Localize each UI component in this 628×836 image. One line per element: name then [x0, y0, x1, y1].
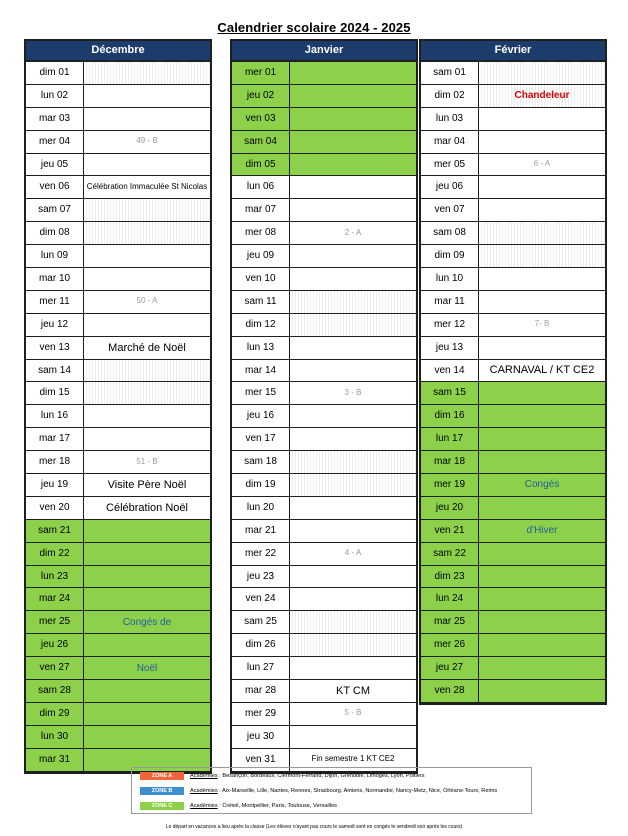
day-note — [290, 62, 416, 84]
day-note — [290, 268, 416, 290]
day-note — [479, 108, 605, 130]
day-row — [232, 382, 416, 405]
day-row — [232, 405, 416, 428]
day-row — [26, 291, 210, 314]
day-note: Célébration Immaculée St Nicolas — [86, 182, 208, 191]
day-note — [84, 703, 210, 725]
day-label: mer 05 — [421, 154, 479, 176]
day-note — [84, 520, 210, 542]
day-label: lun 09 — [26, 245, 84, 267]
day-label: dim 15 — [26, 382, 84, 404]
day-row — [26, 474, 210, 497]
day-row — [232, 680, 416, 703]
day-note — [290, 176, 416, 198]
day-note — [290, 611, 416, 633]
day-note — [290, 199, 416, 221]
day-list — [26, 62, 210, 772]
day-note: CARNAVAL / KT CE2 — [489, 364, 595, 377]
day-note: 6 - A — [533, 159, 551, 169]
day-row — [232, 726, 416, 749]
day-row — [26, 428, 210, 451]
day-label: ven 28 — [421, 680, 479, 702]
day-label: sam 18 — [232, 451, 290, 473]
day-row — [26, 566, 210, 589]
day-note — [479, 680, 605, 702]
day-label: lun 24 — [421, 588, 479, 610]
day-note — [479, 268, 605, 290]
day-label: mer 19 — [421, 474, 479, 496]
day-row — [232, 85, 416, 108]
day-note — [479, 428, 605, 450]
zone-b-badge: ZONE B — [140, 787, 184, 795]
day-row — [232, 199, 416, 222]
day-label: jeu 06 — [421, 176, 479, 198]
day-row — [26, 611, 210, 634]
day-note: 50 - A — [136, 296, 158, 306]
day-label: lun 10 — [421, 268, 479, 290]
day-row — [421, 657, 605, 680]
day-label: mer 22 — [232, 543, 290, 565]
day-note: Fin semestre 1 KT CE2 — [311, 754, 395, 764]
day-note — [290, 657, 416, 679]
day-row — [421, 451, 605, 474]
day-row — [232, 566, 416, 589]
day-label: dim 12 — [232, 314, 290, 336]
day-row — [232, 543, 416, 566]
day-label: sam 01 — [421, 62, 479, 84]
day-row — [26, 108, 210, 131]
day-label: ven 14 — [421, 360, 479, 382]
day-label: jeu 20 — [421, 497, 479, 519]
day-label: lun 16 — [26, 405, 84, 427]
day-label: sam 08 — [421, 222, 479, 244]
day-label: mar 24 — [26, 588, 84, 610]
day-row — [421, 588, 605, 611]
day-note — [84, 405, 210, 427]
day-row — [26, 497, 210, 520]
day-note — [84, 726, 210, 748]
day-row — [26, 588, 210, 611]
day-label: ven 06 — [26, 176, 84, 198]
day-row — [421, 360, 605, 383]
day-note — [290, 474, 416, 496]
day-label: dim 05 — [232, 154, 290, 176]
day-label: dim 19 — [232, 474, 290, 496]
day-note — [290, 154, 416, 176]
day-label: sam 25 — [232, 611, 290, 633]
day-note — [479, 657, 605, 679]
day-label: sam 22 — [421, 543, 479, 565]
day-note: 5 - B — [344, 708, 362, 718]
day-note — [290, 85, 416, 107]
day-row — [26, 85, 210, 108]
day-note — [84, 62, 210, 84]
day-label: sam 28 — [26, 680, 84, 702]
day-label: ven 10 — [232, 268, 290, 290]
day-note — [290, 726, 416, 748]
academies-label: Académies — [190, 788, 218, 794]
day-note — [84, 543, 210, 565]
day-row — [26, 703, 210, 726]
day-note — [84, 154, 210, 176]
day-note — [479, 176, 605, 198]
day-note — [479, 245, 605, 267]
day-label: ven 21 — [421, 520, 479, 542]
day-note — [290, 291, 416, 313]
day-label: jeu 05 — [26, 154, 84, 176]
day-note: 3 - B — [344, 388, 362, 398]
day-row — [232, 314, 416, 337]
day-label: dim 22 — [26, 543, 84, 565]
day-note — [84, 314, 210, 336]
day-label: dim 23 — [421, 566, 479, 588]
day-note — [479, 382, 605, 404]
day-label: mer 25 — [26, 611, 84, 633]
day-label: sam 04 — [232, 131, 290, 153]
month-column-january — [230, 39, 418, 774]
day-label: jeu 19 — [26, 474, 84, 496]
day-note: Noël — [84, 657, 210, 679]
day-label: ven 27 — [26, 657, 84, 679]
day-label: mar 28 — [232, 680, 290, 702]
day-note: Congés — [479, 474, 605, 496]
day-row — [232, 703, 416, 726]
day-label: lun 06 — [232, 176, 290, 198]
zone-legend — [131, 767, 532, 814]
month-column-december — [24, 39, 212, 774]
day-row — [232, 588, 416, 611]
day-note — [479, 634, 605, 656]
day-row — [421, 543, 605, 566]
day-note — [479, 337, 605, 359]
day-note — [479, 131, 605, 153]
day-note — [84, 360, 210, 382]
month-header: Décembre — [26, 41, 210, 62]
day-label: sam 21 — [26, 520, 84, 542]
day-row — [421, 314, 605, 337]
day-note — [84, 199, 210, 221]
zone-c-academies: : Créteil, Montpellier, Paris, Toulouse, Versailles — [217, 803, 337, 809]
day-label: lun 13 — [232, 337, 290, 359]
day-label: lun 17 — [421, 428, 479, 450]
day-label: jeu 12 — [26, 314, 84, 336]
day-row — [421, 680, 605, 703]
day-note — [479, 588, 605, 610]
day-note — [84, 634, 210, 656]
day-label: jeu 16 — [232, 405, 290, 427]
day-row — [26, 245, 210, 268]
legend-row-zone-c — [132, 799, 531, 813]
day-note — [290, 520, 416, 542]
day-label: mer 29 — [232, 703, 290, 725]
day-note — [479, 451, 605, 473]
day-row — [421, 245, 605, 268]
legend-row-zone-a — [132, 769, 531, 783]
page-title: Calendrier scolaire 2024 - 2025 — [217, 20, 411, 35]
day-label: dim 16 — [421, 405, 479, 427]
day-label: jeu 23 — [232, 566, 290, 588]
day-row — [421, 131, 605, 154]
day-row — [421, 199, 605, 222]
day-row — [26, 543, 210, 566]
day-note — [479, 497, 605, 519]
footer-note: Le départ en vacances a lieu après la classe (Les élèves n'ayant pas cours le samedi sont en congés le vendredi soir après les cours) — [165, 824, 463, 830]
day-row — [421, 176, 605, 199]
day-label: mer 11 — [26, 291, 84, 313]
day-note — [84, 245, 210, 267]
day-label: jeu 30 — [232, 726, 290, 748]
day-label: sam 07 — [26, 199, 84, 221]
day-note — [479, 611, 605, 633]
day-row — [421, 85, 605, 108]
day-row — [421, 566, 605, 589]
day-label: mer 18 — [26, 451, 84, 473]
day-note — [290, 337, 416, 359]
academies-label: Académies — [190, 773, 218, 779]
day-label: mar 18 — [421, 451, 479, 473]
day-label: mar 04 — [421, 131, 479, 153]
day-note: Chandeleur — [479, 85, 605, 107]
day-row — [421, 474, 605, 497]
day-label: dim 09 — [421, 245, 479, 267]
day-note — [290, 314, 416, 336]
day-note — [84, 85, 210, 107]
day-note — [84, 680, 210, 702]
day-row — [26, 520, 210, 543]
day-note — [479, 199, 605, 221]
day-row — [421, 337, 605, 360]
day-label: dim 26 — [232, 634, 290, 656]
day-label: lun 27 — [232, 657, 290, 679]
day-label: mer 15 — [232, 382, 290, 404]
day-note: Visite Père Noël — [107, 478, 187, 491]
day-note — [290, 245, 416, 267]
day-row — [421, 62, 605, 85]
day-row — [26, 268, 210, 291]
month-column-february — [419, 39, 607, 705]
day-label: lun 02 — [26, 85, 84, 107]
day-row — [26, 222, 210, 245]
day-row — [232, 657, 416, 680]
day-label: ven 03 — [232, 108, 290, 130]
day-label: mar 17 — [26, 428, 84, 450]
day-label: ven 20 — [26, 497, 84, 519]
day-row — [26, 62, 210, 85]
day-note: 2 - A — [344, 227, 362, 237]
day-label: mar 03 — [26, 108, 84, 130]
day-note — [290, 497, 416, 519]
day-note: 4 - A — [344, 548, 362, 558]
day-row — [232, 337, 416, 360]
day-row — [26, 634, 210, 657]
day-row — [232, 634, 416, 657]
day-row — [421, 222, 605, 245]
day-note: Célébration Noël — [106, 501, 188, 514]
day-row — [421, 634, 605, 657]
day-row — [421, 108, 605, 131]
day-label: sam 11 — [232, 291, 290, 313]
day-row — [26, 382, 210, 405]
day-label: mar 31 — [26, 749, 84, 771]
day-note: 49 - B — [136, 136, 158, 146]
legend-row-zone-b — [132, 784, 531, 798]
day-row — [421, 382, 605, 405]
day-label: sam 14 — [26, 360, 84, 382]
day-label: lun 23 — [26, 566, 84, 588]
zone-c-badge: ZONE C — [140, 802, 184, 810]
day-label: ven 31 — [232, 749, 290, 771]
day-label: mer 01 — [232, 62, 290, 84]
day-note — [479, 405, 605, 427]
day-note: d'Hiver — [479, 520, 605, 542]
day-label: mar 21 — [232, 520, 290, 542]
day-note — [84, 588, 210, 610]
day-row — [421, 291, 605, 314]
day-row — [232, 176, 416, 199]
day-label: jeu 02 — [232, 85, 290, 107]
day-note — [479, 543, 605, 565]
day-row — [26, 314, 210, 337]
day-row — [232, 497, 416, 520]
day-label: lun 03 — [421, 108, 479, 130]
day-row — [26, 360, 210, 383]
zone-b-academies: : Aix-Marseille, Lille, Nantes, Rennes, Strasbourg, Amiens, Normandie, Nancy-Metz, Nice, Orléans-Tours, Reims — [217, 788, 498, 794]
day-note — [84, 108, 210, 130]
day-list — [232, 62, 416, 772]
day-row — [26, 199, 210, 222]
day-row — [232, 154, 416, 177]
day-label: dim 29 — [26, 703, 84, 725]
day-label: mar 10 — [26, 268, 84, 290]
day-row — [232, 451, 416, 474]
day-row — [421, 428, 605, 451]
day-note — [290, 360, 416, 382]
day-row — [232, 520, 416, 543]
day-row — [421, 497, 605, 520]
day-row — [26, 726, 210, 749]
day-label: dim 01 — [26, 62, 84, 84]
day-row — [232, 131, 416, 154]
day-note: 51 - B — [136, 456, 158, 466]
day-label: lun 30 — [26, 726, 84, 748]
day-note — [290, 588, 416, 610]
day-row — [26, 131, 210, 154]
day-note — [290, 131, 416, 153]
day-label: sam 15 — [421, 382, 479, 404]
day-row — [232, 360, 416, 383]
day-row — [421, 405, 605, 428]
day-label: mar 11 — [421, 291, 479, 313]
day-note — [290, 451, 416, 473]
day-list — [421, 62, 605, 703]
day-note — [479, 291, 605, 313]
day-row — [232, 428, 416, 451]
day-row — [26, 176, 210, 199]
day-row — [26, 405, 210, 428]
day-row — [421, 611, 605, 634]
day-label: ven 07 — [421, 199, 479, 221]
day-note — [290, 108, 416, 130]
day-label: mer 12 — [421, 314, 479, 336]
day-row — [421, 268, 605, 291]
day-label: jeu 09 — [232, 245, 290, 267]
day-label: dim 08 — [26, 222, 84, 244]
day-row — [232, 291, 416, 314]
day-label: dim 02 — [421, 85, 479, 107]
day-row — [232, 268, 416, 291]
day-note — [84, 382, 210, 404]
day-note — [84, 566, 210, 588]
academies-label: Académies — [190, 803, 218, 809]
day-label: ven 13 — [26, 337, 84, 359]
day-label: jeu 26 — [26, 634, 84, 656]
day-row — [26, 337, 210, 360]
day-row — [232, 474, 416, 497]
day-row — [232, 62, 416, 85]
day-note — [290, 428, 416, 450]
day-label: mar 07 — [232, 199, 290, 221]
day-label: jeu 13 — [421, 337, 479, 359]
day-row — [232, 108, 416, 131]
day-note — [479, 566, 605, 588]
day-row — [26, 154, 210, 177]
day-label: mer 08 — [232, 222, 290, 244]
day-note: 7- B — [534, 319, 550, 329]
day-label: jeu 27 — [421, 657, 479, 679]
day-note — [290, 405, 416, 427]
day-note — [290, 634, 416, 656]
day-label: mar 25 — [421, 611, 479, 633]
day-row — [26, 680, 210, 703]
day-note: Congés de — [84, 611, 210, 633]
day-label: mar 14 — [232, 360, 290, 382]
day-label: lun 20 — [232, 497, 290, 519]
day-label: ven 24 — [232, 588, 290, 610]
zone-a-badge: ZONE A — [140, 772, 184, 780]
day-row — [232, 611, 416, 634]
day-label: mer 26 — [421, 634, 479, 656]
day-note: KT CM — [335, 684, 371, 697]
day-note — [479, 62, 605, 84]
day-label: ven 17 — [232, 428, 290, 450]
month-header: Janvier — [232, 41, 416, 62]
day-row — [421, 154, 605, 177]
day-row — [26, 451, 210, 474]
day-note: Marché de Noël — [108, 341, 186, 354]
day-note — [290, 566, 416, 588]
day-note — [84, 268, 210, 290]
day-label: mer 04 — [26, 131, 84, 153]
day-row — [232, 222, 416, 245]
day-note — [479, 222, 605, 244]
day-row — [232, 245, 416, 268]
day-note — [84, 428, 210, 450]
day-row — [26, 657, 210, 680]
zone-a-academies: : Besançon, Bordeaux, Clermont-Ferrand, Dijon, Grenoble, Limoges, Lyon, Poitiers — [217, 773, 425, 779]
day-note — [84, 222, 210, 244]
month-header: Février — [421, 41, 605, 62]
day-row — [421, 520, 605, 543]
